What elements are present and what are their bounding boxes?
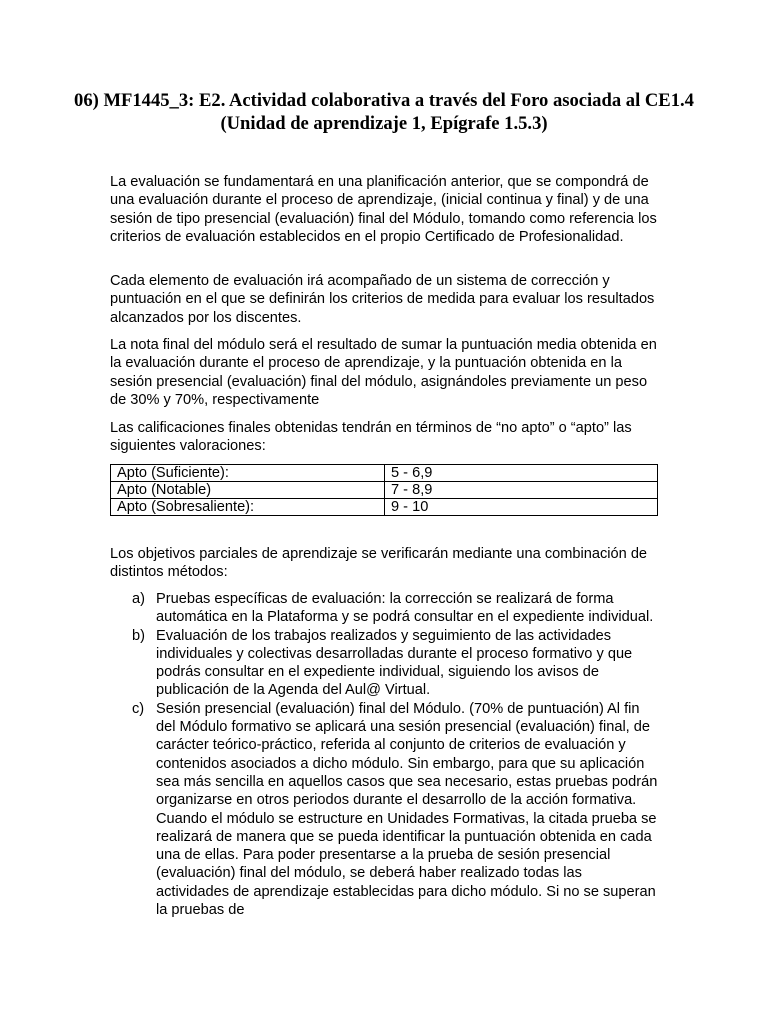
paragraph-correction-system: Cada elemento de evaluación irá acompañado de un sistema de corrección y puntuación en el que se definirán los criterios de medida para evaluar los resultados alcanzados por los discentes.: [110, 273, 655, 326]
document-title: 06) MF1445_3: E2. Actividad colaborativa a través del Foro asociada al CE1.4 (Unidad de aprendizaje 1, Epígrafe 1.5.3): [74, 90, 694, 134]
list-marker: c): [132, 700, 145, 717]
table-row: [111, 482, 658, 499]
paragraph-final-grade: La nota final del módulo será el resultado de sumar la puntuación media obtenida en la evaluación durante el proceso de aprendizaje, y la puntuación obtenida en la sesión presencial (evaluación) final del módulo, asignándoles previamente un peso de 30% y 70%, respectivamente: [110, 337, 657, 408]
list-item-text: Evaluación de los trabajos realizados y seguimiento de las actividades individuales y colectivas desarrolladas durante el proceso formativo y que podrás consultar en el expediente individual, siguiendo los avisos de publicación de la Agenda del Aul@ Virtual.: [156, 627, 633, 699]
grades-table: [110, 464, 658, 516]
paragraph-final-ratings: Las calificaciones finales obtenidas tendrán en términos de “no apto” o “apto” las siguientes valoraciones:: [110, 420, 632, 455]
list-item: [132, 590, 658, 627]
list-item: [132, 700, 658, 920]
list-marker: b): [132, 627, 145, 644]
methods-list: [132, 590, 658, 919]
list-item: [132, 627, 658, 700]
list-marker: a): [132, 591, 145, 607]
table-row: [111, 499, 658, 516]
paragraph-evaluation-plan: La evaluación se fundamentará en una planificación anterior, que se compondrá de una evaluación durante el proceso de aprendizaje, (inicial continua y final) y de una sesión de tipo presencial (evaluación) final del Módulo, tomando como referencia los criterios de evaluación establecidos en el propio Certificado de Profesionalidad.: [110, 174, 657, 245]
grade-label: Apto (Notable): [111, 482, 385, 499]
table-row: [111, 465, 658, 482]
paragraph-partial-objectives: Los objetivos parciales de aprendizaje se verificarán mediante una combinación de distintos métodos:: [110, 546, 648, 581]
grade-range: 9 - 10: [385, 499, 658, 516]
grade-label: Apto (Suficiente):: [111, 465, 385, 482]
grade-range: 7 - 8,9: [385, 482, 658, 499]
list-item-text: Pruebas específicas de evaluación: la corrección se realizará de forma automática en la Plataforma y se podrá consultar en el expediente individual.: [156, 591, 654, 626]
list-item-text: Sesión presencial (evaluación) final del Módulo. (70% de puntuación) Al fin del Módulo formativo se aplicará una sesión presencial (evaluación) final, de carácter teórico-práctico, referida al conjunto de criterios de evaluación y contenidos asociados a dicho módulo. Sin embargo, para que su aplicación sea más sencilla en aquellos casos que sea necesario, estas pruebas podrán organizarse en otros periodos durante el desarrollo de la acción formativa. Cuando el módulo se estructure en Unidades Formativas, la citada prueba se realizará de manera que se pueda identificar la puntuación obtenida en cada una de ellas. Para poder presentarse a la prueba de sesión presencial (evaluación) final del módulo, se deberá haber realizado todas las actividades de aprendizaje establecidas para dicho módulo. Si no se superan la pruebas de: [156, 700, 658, 919]
grade-range: 5 - 6,9: [385, 465, 658, 482]
grade-label: Apto (Sobresaliente):: [111, 499, 385, 516]
